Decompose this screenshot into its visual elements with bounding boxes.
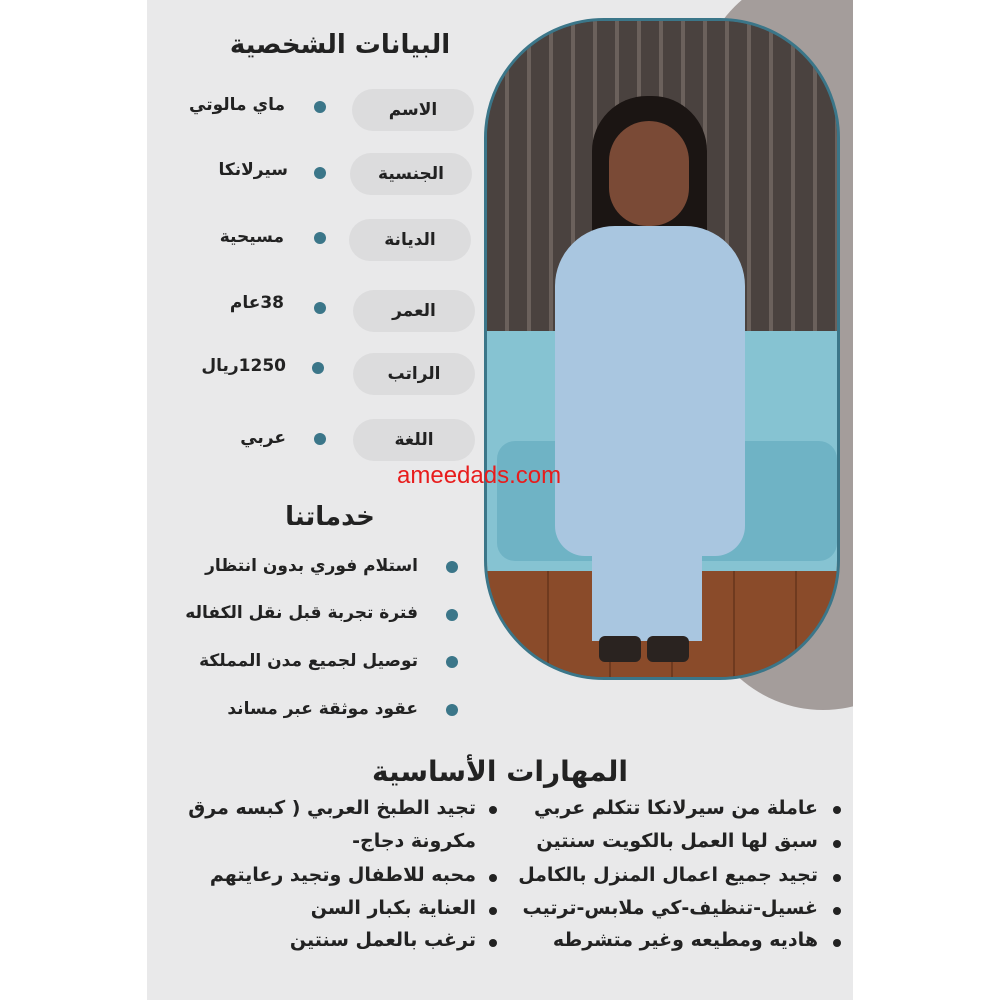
bullet-dot (446, 704, 458, 716)
row-value: 1250ريال (201, 356, 286, 376)
row-value: عربي (240, 428, 286, 448)
row-label: الجنسية (350, 153, 472, 195)
skill-item: سبق لها العمل بالكويت سنتين (536, 830, 818, 852)
bullet-dot (489, 907, 497, 915)
bullet-dot (833, 806, 841, 814)
bullet-dot (314, 101, 326, 113)
bullet-dot (833, 840, 841, 848)
bullet-dot (446, 561, 458, 573)
skill-item: غسيل-تنظيف-كي ملابس-ترتيب (522, 897, 818, 919)
row-label: الديانة (349, 219, 471, 261)
bullet-dot (314, 433, 326, 445)
bullet-dot (489, 874, 497, 882)
row-value: ماي مالوتي (189, 95, 285, 115)
skill-item: عاملة من سيرلانكا تتكلم عربي (534, 797, 818, 819)
row-value: سيرلانكا (218, 160, 288, 180)
skill-item: ترغب بالعمل سنتين (289, 929, 476, 951)
row-value: 38عام (229, 293, 284, 313)
bullet-dot (489, 939, 497, 947)
worker-photo (484, 18, 840, 680)
service-text: استلام فوري بدون انتظار (205, 556, 418, 576)
row-label: الاسم (352, 89, 474, 131)
skill-item: تجيد الطبخ العربي ( كبسه مرق (188, 797, 476, 819)
service-text: توصيل لجميع مدن المملكة (199, 651, 418, 671)
bullet-dot (314, 302, 326, 314)
personal-title: البيانات الشخصية (229, 30, 451, 60)
skill-item: هاديه ومطيعه وغير متشرطه (552, 929, 818, 951)
bullet-dot (312, 362, 324, 374)
skills-title: المهارات الأساسية (372, 755, 628, 788)
bullet-dot (314, 232, 326, 244)
skill-item: محبه للاطفال وتجيد رعايتهم (209, 864, 476, 886)
bullet-dot (833, 939, 841, 947)
service-text: فترة تجربة قبل نقل الكفاله (185, 603, 418, 623)
skill-item: تجيد جميع اعمال المنزل بالكامل (518, 864, 818, 886)
bullet-dot (446, 656, 458, 668)
bullet-dot (833, 907, 841, 915)
row-label: العمر (353, 290, 475, 332)
skill-item: العناية بكبار السن (310, 897, 476, 919)
skill-item: مكرونة دجاج- (352, 830, 476, 852)
row-label: الراتب (353, 353, 475, 395)
services-title: خدماتنا (285, 502, 375, 532)
row-label: اللغة (353, 419, 475, 461)
bullet-dot (446, 609, 458, 621)
row-value: مسيحية (219, 227, 284, 247)
watermark-text: ameedads.com (397, 462, 562, 489)
bullet-dot (314, 167, 326, 179)
bullet-dot (489, 806, 497, 814)
service-text: عقود موثقة عبر مساند (227, 699, 418, 719)
bullet-dot (833, 874, 841, 882)
